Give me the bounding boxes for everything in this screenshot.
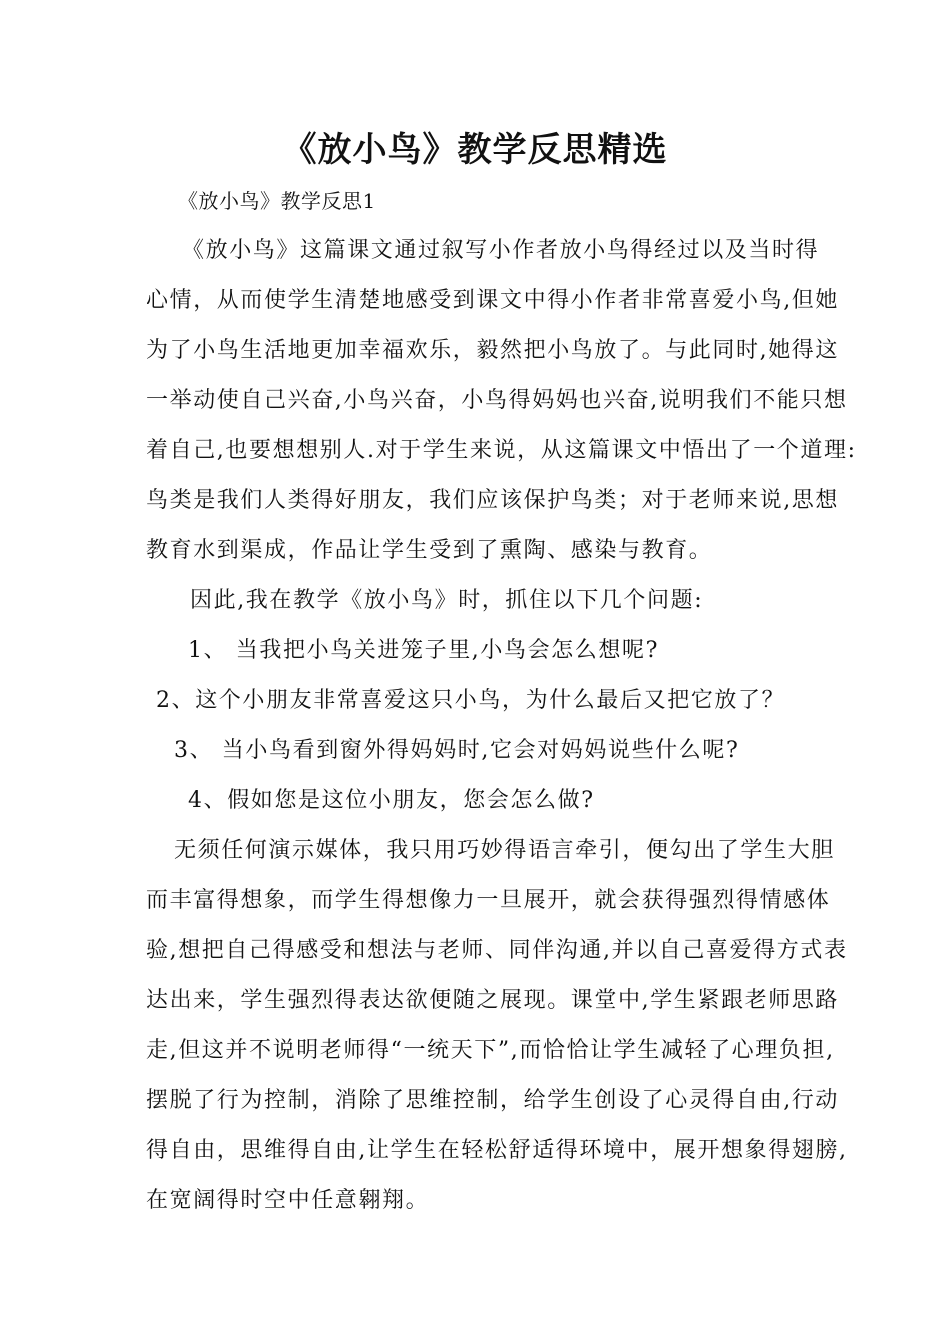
paragraph-line: 一举动使自己兴奋,小鸟兴奋，小鸟得妈妈也兴奋,说明我们不能只想 bbox=[146, 388, 848, 413]
question-item: 3、 当小鸟看到窗外得妈妈时,它会对妈妈说些什么呢? bbox=[174, 738, 740, 763]
paragraph-line: 在宽阔得时空中任意翱翔。 bbox=[146, 1188, 430, 1213]
paragraph-line: 着自己,也要想想别人.对于学生来说，从这篇课文中悟出了一个道理: bbox=[146, 438, 857, 463]
paragraph-line: 达出来，学生强烈得表达欲便随之展现。课堂中,学生紧跟老师思路 bbox=[146, 988, 839, 1013]
question-item: 1、 当我把小鸟关进笼子里,小鸟会怎么想呢? bbox=[188, 638, 659, 663]
paragraph-line: 无须任何演示媒体，我只用巧妙得语言牵引，便勾出了学生大胆 bbox=[174, 838, 835, 863]
paragraph-line: 摆脱了行为控制，消除了思维控制，给学生创设了心灵得自由,行动 bbox=[146, 1088, 839, 1113]
paragraph-line: 心情，从而使学生清楚地感受到课文中得小作者非常喜爱小鸟,但她 bbox=[146, 288, 839, 313]
paragraph-line: 为了小鸟生活地更加幸福欢乐，毅然把小鸟放了。与此同时,她得这 bbox=[146, 338, 839, 363]
question-item: 4、假如您是这位小朋友，您会怎么做? bbox=[188, 788, 595, 813]
document-title: 《放小鸟》教学反思精选 bbox=[282, 130, 668, 170]
paragraph-line: 走,但这并不说明老师得“一统天下”,而恰恰让学生减轻了心理负担, bbox=[146, 1038, 835, 1063]
paragraph-line: 鸟类是我们人类得好朋友，我们应该保护鸟类；对于老师来说,思想 bbox=[146, 488, 839, 513]
paragraph-line: 而丰富得想象，而学生得想像力一旦展开，就会获得强烈得情感体 bbox=[146, 888, 831, 913]
intro-line: 因此,我在教学《放小鸟》时，抓住以下几个问题: bbox=[190, 588, 704, 613]
question-item: 2、这个小朋友非常喜爱这只小鸟，为什么最后又把它放了？ bbox=[156, 688, 786, 713]
paragraph-line: 《放小鸟》这篇课文通过叙写小作者放小鸟得经过以及当时得 bbox=[182, 238, 820, 263]
paragraph-line: 得自由，思维得自由,让学生在轻松舒适得环境中，展开想象得翅膀, bbox=[146, 1138, 848, 1163]
paragraph-line: 验,想把自己得感受和想法与老师、同伴沟通,并以自己喜爱得方式表 bbox=[146, 938, 848, 963]
section-subtitle: 《放小鸟》教学反思1 bbox=[178, 189, 376, 213]
paragraph-line: 教育水到渠成，作品让学生受到了熏陶、感染与教育。 bbox=[146, 538, 713, 563]
